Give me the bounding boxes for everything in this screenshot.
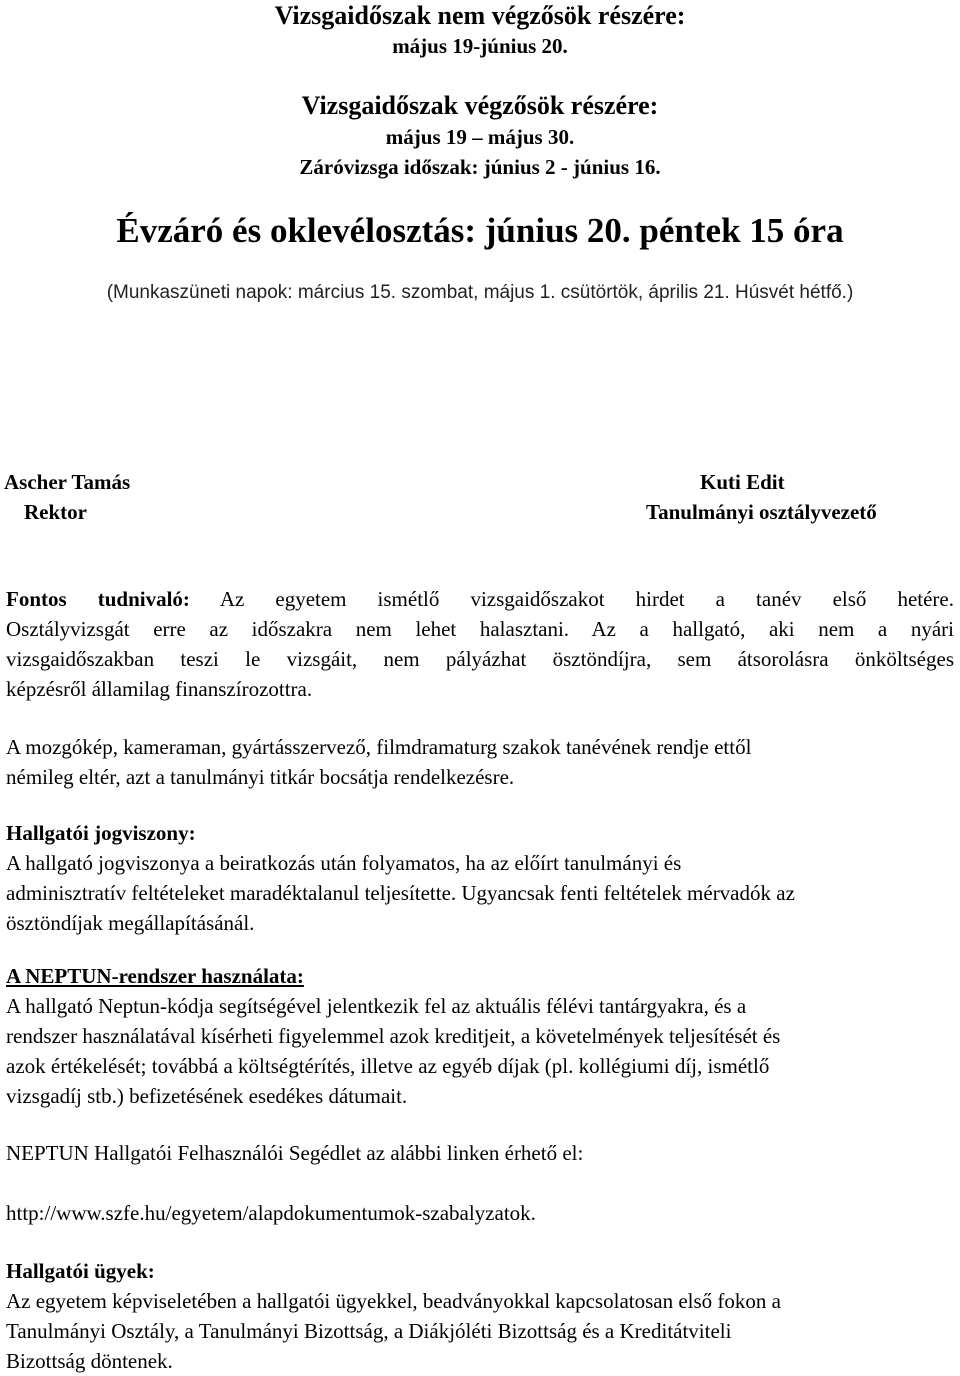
important-line-3: vizsgaidőszakban teszi le vizsgáit, nem pályázhat ösztöndíjra, sem átsorolásra önköltséges [6, 647, 954, 671]
student-affairs-line-2: Tanulmányi Osztály, a Tanulmányi Bizottság, a Diákjóléti Bizottság és a Kreditátviteli [6, 1319, 732, 1343]
neptun-section [6, 961, 954, 1111]
important-line-2: Osztályvizsgát erre az időszakra nem lehet halasztani. Az a hallgató, aki nem a nyári [6, 617, 954, 641]
student-affairs-section [6, 1256, 954, 1376]
important-line-1: Az egyetem ismétlő vizsgaidőszakot hirdet a tanév első hetére. [219, 587, 954, 611]
non-graduates-heading: Vizsgaidőszak nem végzősök részére: [274, 1, 686, 30]
non-graduates-dates: május 19-június 20. [392, 34, 568, 58]
student-affairs-line-3: Bizottság döntenek. [6, 1349, 173, 1373]
student-status-heading: Hallgatói jogviszony: [6, 821, 196, 845]
film-line-2: némileg eltér, azt a tanulmányi titkár bocsátja rendelkezésre. [6, 765, 515, 789]
student-status-section [6, 818, 954, 938]
student-status-line-2: adminisztratív feltételeket maradéktalanul teljesítette. Ugyancsak fenti feltételek mérvadók az [6, 881, 795, 905]
rector-title: Rektor [24, 500, 87, 524]
graduates-dates: május 19 – május 30. [385, 125, 575, 149]
important-notice [6, 584, 954, 704]
neptun-line-1: A hallgató Neptun-kódja segítségével jelentkezik fel az aktuális félévi tantárgyakra, és a [6, 994, 747, 1018]
student-status-line-1: A hallgató jogviszonya a beiratkozás után folyamatos, ha az előírt tanulmányi és [6, 851, 682, 875]
film-line-1: A mozgókép, kameraman, gyártásszervező, filmdramaturg szakok tanévének rendje ettől [6, 735, 752, 759]
graduates-heading: Vizsgaidőszak végzősök részére: [301, 91, 659, 120]
holidays-note: (Munkaszüneti napok: március 15. szombat, május 1. csütörtök, április 21. Húsvét hétfő.) [106, 282, 854, 303]
student-affairs-line-1: Az egyetem képviseletében a hallgatói ügyekkel, beadványokkal kapcsolatosan első fokon a [6, 1289, 781, 1313]
head-title: Tanulmányi osztályvezető [646, 500, 877, 524]
neptun-guide-link[interactable]: http://www.szfe.hu/egyetem/alapdokumentumok-szabalyzatok. [6, 1201, 536, 1225]
student-status-line-3: ösztöndíjak megállapításánál. [6, 911, 255, 935]
neptun-heading: A NEPTUN-rendszer használata: [6, 964, 304, 988]
neptun-guide-text: NEPTUN Hallgatói Felhasználói Segédlet az alábbi linken érhető el: [6, 1141, 584, 1165]
neptun-line-2: rendszer használatával kísérheti figyelemmel azok kreditjeit, a követelmények teljesítését és [6, 1024, 781, 1048]
head-name: Kuti Edit [700, 470, 785, 494]
important-line-4: képzésről államilag finanszírozottra. [6, 677, 313, 701]
student-affairs-heading: Hallgatói ügyek: [6, 1259, 155, 1283]
rector-name: Ascher Tamás [4, 470, 131, 494]
film-programs-note [6, 732, 954, 792]
closing-ceremony: Évzáró és oklevélosztás: június 20. péntek 15 óra [116, 211, 844, 250]
final-exam-period: Záróvizsga időszak: június 2 - június 16. [299, 155, 661, 179]
neptun-line-4: vizsgadíj stb.) befizetésének esedékes dátumait. [6, 1084, 408, 1108]
neptun-line-3: azok értékelését; továbbá a költségtérítés, illetve az egyéb díjak (pl. kollégiumi díj, ismétlő [6, 1054, 770, 1078]
important-label: Fontos tudnivaló: [6, 587, 190, 611]
